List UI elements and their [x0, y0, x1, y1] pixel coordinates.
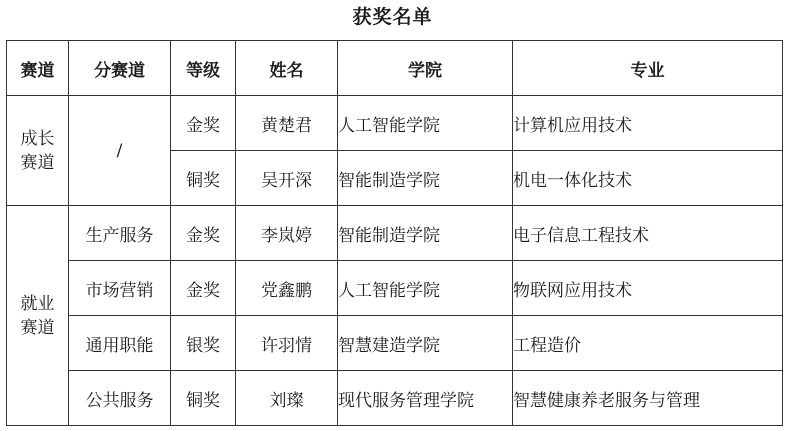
major-cell: 智慧健康养老服务与管理 [513, 371, 783, 426]
sub-track-cell: 公共服务 [69, 371, 171, 426]
header-major: 专业 [513, 41, 783, 96]
college-cell: 智能制造学院 [338, 206, 513, 261]
document-title: 获奖名单 [352, 6, 433, 28]
header-track: 赛道 [7, 41, 69, 96]
table-row [7, 371, 783, 426]
sub-track-cell: 生产服务 [69, 206, 171, 261]
grade-cell: 银奖 [171, 316, 236, 371]
grade-cell: 铜奖 [171, 371, 236, 426]
sub-track-cell: 通用职能 [69, 316, 171, 371]
header-grade: 等级 [171, 41, 236, 96]
college-cell: 现代服务管理学院 [338, 371, 513, 426]
track-cell-employment [7, 206, 69, 426]
table-row [7, 261, 783, 316]
grade-cell: 金奖 [171, 96, 236, 151]
major-cell: 电子信息工程技术 [513, 206, 783, 261]
track-label-line1: 就业 [20, 293, 55, 314]
name-cell: 党鑫鹏 [236, 261, 338, 316]
track-label-line1: 成长 [20, 128, 55, 149]
header-sub-track: 分赛道 [69, 41, 171, 96]
table-row [7, 206, 783, 261]
grade-cell: 铜奖 [171, 151, 236, 206]
major-cell: 机电一体化技术 [513, 151, 783, 206]
name-cell: 吴开深 [236, 151, 338, 206]
major-cell: 工程造价 [513, 316, 783, 371]
college-cell: 人工智能学院 [338, 261, 513, 316]
grade-cell: 金奖 [171, 206, 236, 261]
college-cell: 智能制造学院 [338, 151, 513, 206]
table-row [7, 96, 783, 151]
major-cell: 计算机应用技术 [513, 96, 783, 151]
name-cell: 刘璨 [236, 371, 338, 426]
table-row [7, 316, 783, 371]
major-cell: 物联网应用技术 [513, 261, 783, 316]
college-cell: 人工智能学院 [338, 96, 513, 151]
header-college: 学院 [338, 41, 513, 96]
track-label-line2: 赛道 [20, 317, 55, 338]
name-cell: 黄楚君 [236, 96, 338, 151]
sub-track-cell: / [69, 96, 171, 206]
name-cell: 李岚婷 [236, 206, 338, 261]
name-cell: 许羽情 [236, 316, 338, 371]
header-name: 姓名 [236, 41, 338, 96]
grade-cell: 金奖 [171, 261, 236, 316]
sub-track-cell: 市场营销 [69, 261, 171, 316]
track-cell-growth [7, 96, 69, 206]
awards-table [6, 40, 783, 426]
table-header-row [7, 41, 783, 96]
college-cell: 智慧建造学院 [338, 316, 513, 371]
track-label-line2: 赛道 [20, 152, 55, 173]
